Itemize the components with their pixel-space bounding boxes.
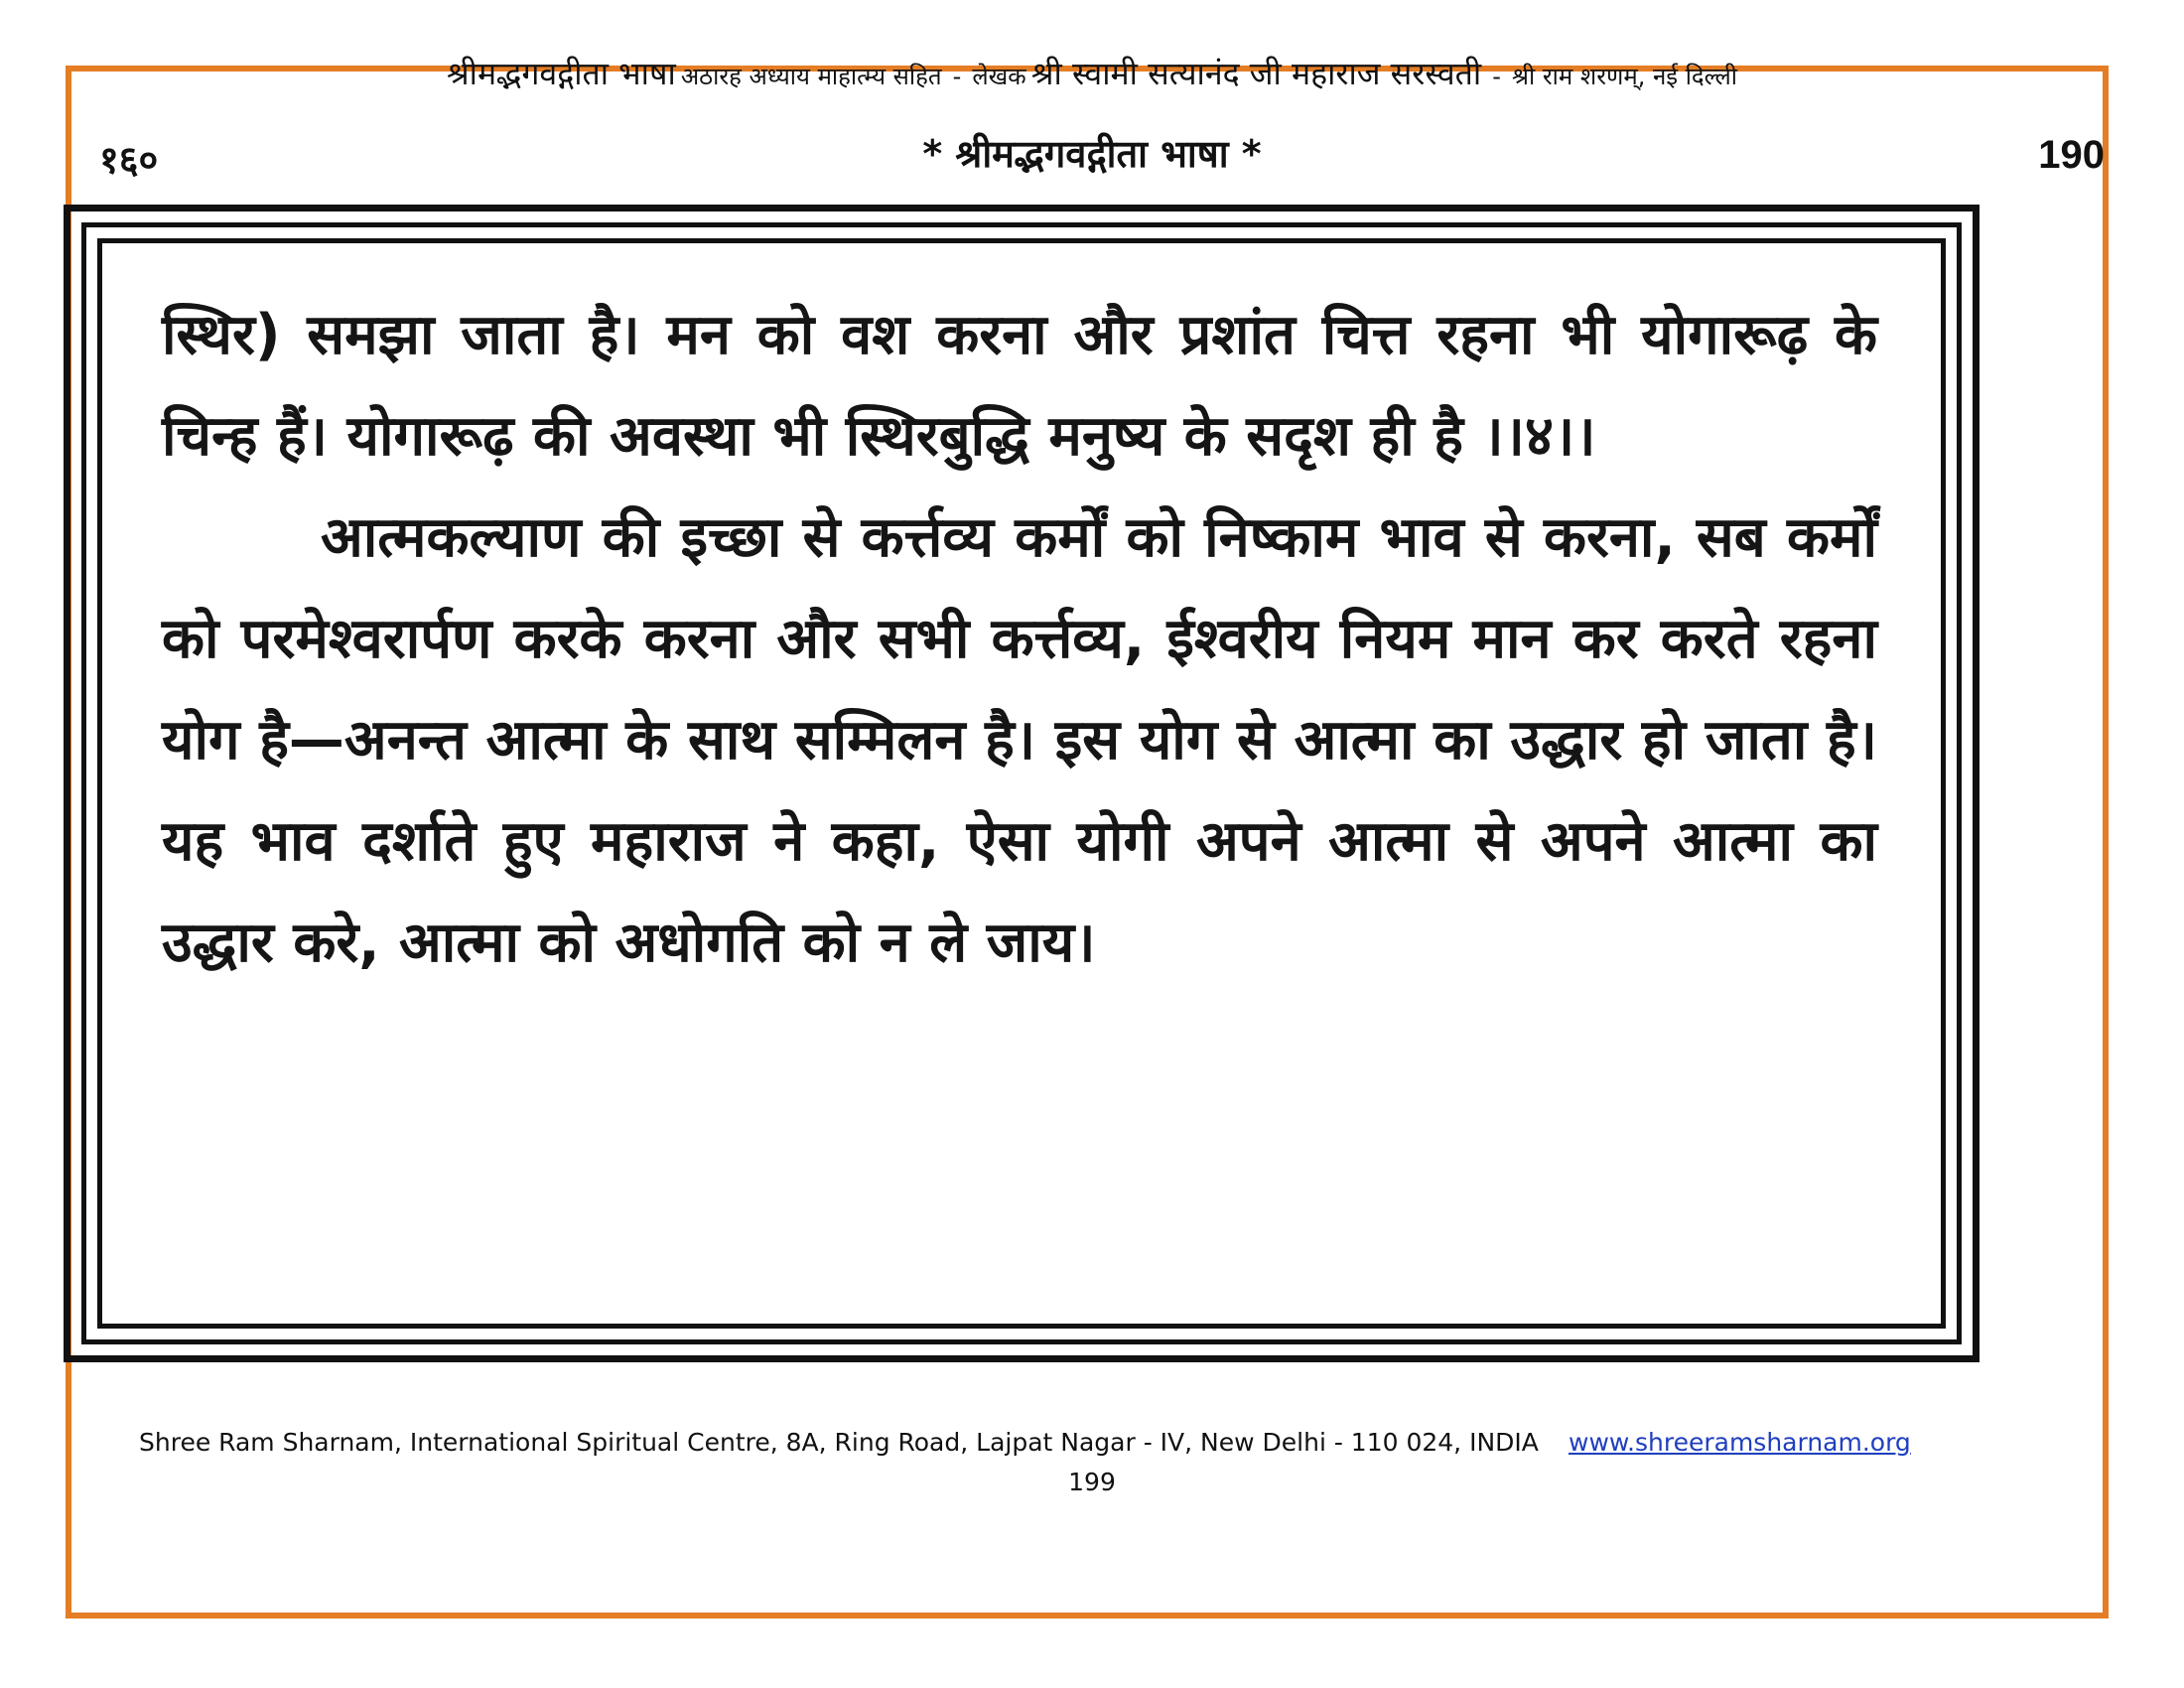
scan-inner-border — [97, 238, 1946, 1329]
footer-page-number: 199 — [1068, 1468, 1116, 1496]
scan-outer-border — [64, 205, 1979, 1362]
body-paragraph-2: आत्मकल्याण की इच्छा से कर्त्तव्य कर्मों को निष्काम भाव से करना, सब कर्मों को परमेश्वरार्पण करके करना और सभी कर्त्तव्य, ईश्वरीय नियम मान कर करते रहना योग है—अनन्त आत्मा के साथ सम्मिलन है। इस योग से आत्मा का उद्धार हो जाता है। यह भाव दर्शाते हुए महाराज ने कहा, ऐसा योगी अपने आत्मा से अपने आत्मा का उद्धार करे, आत्मा को अधोगति को न ले जाय। — [162, 505, 1877, 975]
book-page-number-arabic: 190 — [2038, 133, 2105, 177]
header-publisher: श्री राम शरणम्, नई दिल्ली — [1512, 63, 1737, 90]
book-page-title: * श्रीमद्भगवद्गीता भाषा * — [922, 132, 1262, 176]
scan-text-body — [162, 285, 1877, 994]
footer-website-link[interactable]: www.shreeramsharnam.org — [1569, 1428, 1911, 1457]
footer-address: Shree Ram Sharnam, International Spiritual Centre, 8A, Ring Road, Lajpat Nagar - IV, New Delhi - 110 024, INDIA — [139, 1428, 1539, 1457]
header-subtitle: अठारह अध्याय माहात्म्य सहित — [680, 63, 942, 90]
book-page-number-devanagari: १६० — [99, 138, 159, 182]
header-author: श्री स्वामी सत्यानंद जी महाराज सरस्वती — [1030, 55, 1482, 92]
body-paragraph-1: स्थिर) समझा जाता है। मन को वश करना और प्रशांत चित्त रहना भी योगारूढ़ के चिन्ह हैं। योगारूढ़ की अवस्था भी स्थिरबुद्धि मनुष्य के सदृश ही है ।।४।। — [162, 303, 1877, 469]
header-book-name: श्रीमद्भगवद्गीता भाषा — [447, 55, 676, 92]
document-header — [0, 52, 2184, 94]
header-separator: - — [952, 63, 962, 90]
header-separator-2: - — [1492, 63, 1501, 90]
scan-middle-border — [81, 222, 1962, 1344]
header-author-prefix: लेखक — [972, 63, 1026, 90]
